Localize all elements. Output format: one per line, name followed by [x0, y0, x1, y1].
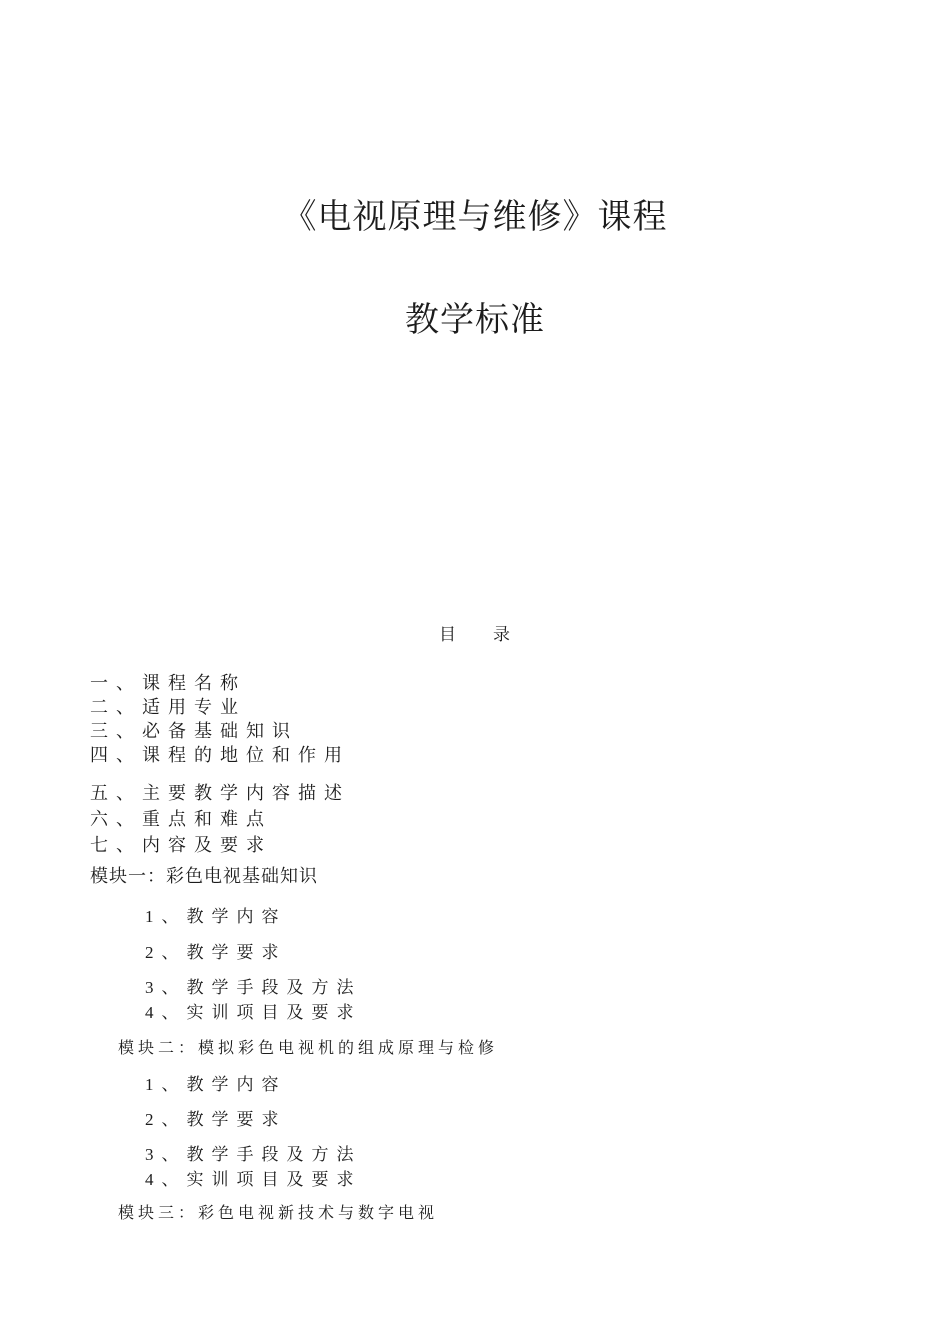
- module-2-item-teaching-content: 1、教学内容: [145, 1075, 287, 1094]
- module-1-item-teaching-requirements: 2、教学要求: [145, 943, 287, 962]
- toc-entry-main-content: 五、主要教学内容描述: [90, 783, 350, 803]
- document-title: 《电视原理与维修》课程: [282, 199, 668, 236]
- module-1-heading: 模块一：彩色电视基础知识: [90, 866, 318, 886]
- toc-entry-course-role: 四、课程的地位和作用: [90, 745, 350, 765]
- document-subtitle: 教学标准: [405, 302, 545, 339]
- module-1-item-teaching-methods: 3、教学手段及方法: [145, 978, 362, 997]
- module-2-item-practice-projects: 4、实训项目及要求: [145, 1170, 362, 1189]
- module-3-heading: 模块三：彩色电视新技术与数字电视: [118, 1205, 439, 1222]
- module-1-item-practice-projects: 4、实训项目及要求: [145, 1003, 362, 1022]
- toc-heading: 目 录: [439, 625, 511, 644]
- toc-entry-required-knowledge: 三、必备基础知识: [90, 721, 298, 741]
- module-2-item-teaching-methods: 3、教学手段及方法: [145, 1145, 362, 1164]
- module-2-item-teaching-requirements: 2、教学要求: [145, 1110, 287, 1129]
- toc-entry-applicable-major: 二、适用专业: [90, 697, 246, 717]
- module-1-item-teaching-content: 1、教学内容: [145, 907, 287, 926]
- toc-entry-course-name: 一、课程名称: [90, 673, 246, 693]
- toc-entry-content-requirements: 七、内容及要求: [90, 835, 272, 855]
- toc-entry-key-points: 六、重点和难点: [90, 809, 272, 829]
- module-2-heading: 模块二：模拟彩色电视机的组成原理与检修: [118, 1040, 499, 1057]
